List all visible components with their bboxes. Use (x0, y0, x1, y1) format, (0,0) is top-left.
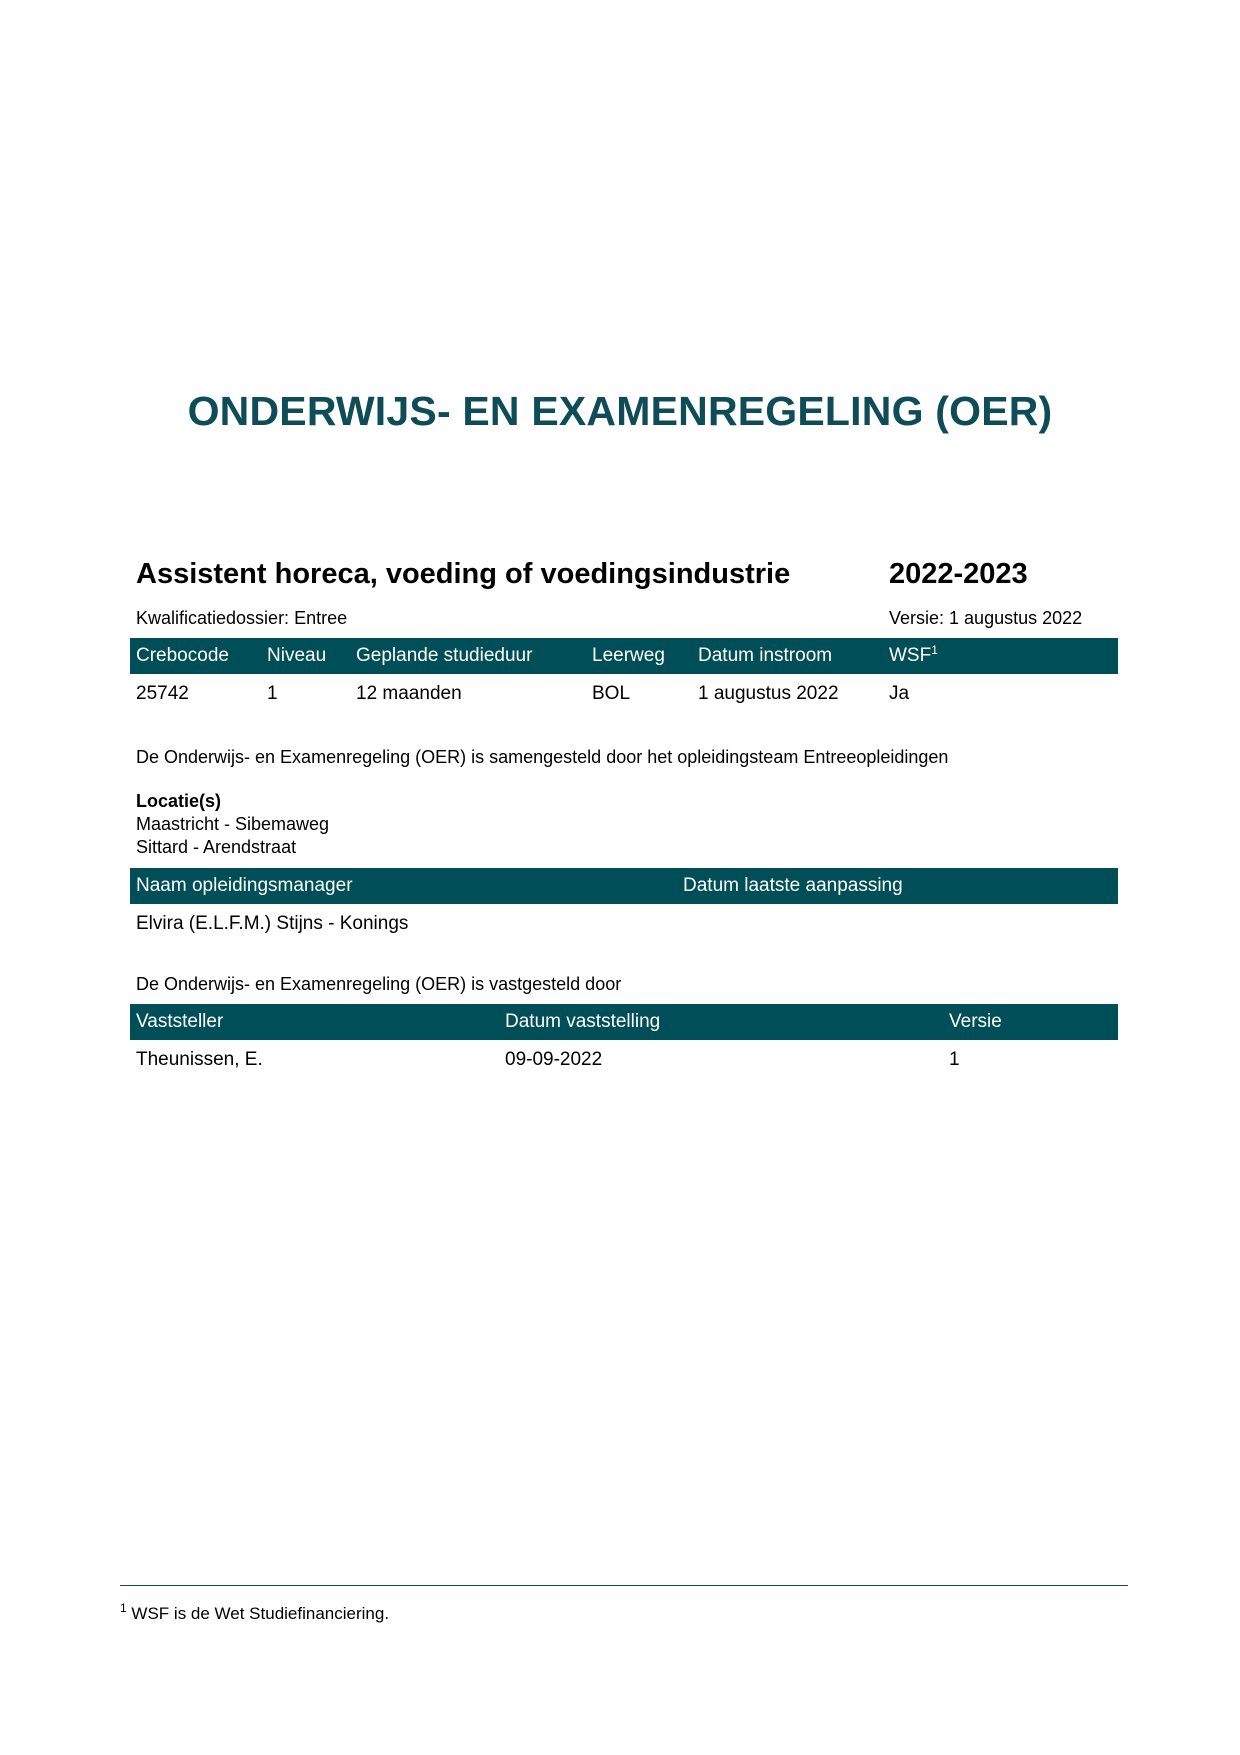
footnote-mark: 1 (120, 1601, 127, 1615)
locatie-item: Maastricht - Sibemaweg (136, 814, 330, 834)
header-versie: Versie (949, 1011, 1002, 1032)
header-niveau: Niveau (267, 645, 327, 666)
cell-niveau: 1 (267, 683, 278, 704)
kwalificatiedossier: Kwalificatiedossier: Entree (136, 608, 348, 628)
cell-leerweg: BOL (592, 683, 631, 704)
vaststelling-header (130, 1004, 1118, 1040)
header-studieduur: Geplande studieduur (356, 645, 533, 666)
course-info-header (130, 638, 1118, 674)
vastgesteld-text: De Onderwijs- en Examenregeling (OER) is vastgesteld door (136, 974, 622, 994)
manager-table (130, 868, 1118, 942)
header-leerweg: Leerweg (592, 645, 665, 666)
cell-crebocode: 25742 (136, 683, 189, 704)
cell-datum-vaststelling: 09-09-2022 (505, 1049, 603, 1070)
course-info-table (130, 638, 1118, 712)
school-year: 2022-2023 (889, 558, 1028, 590)
vaststelling-table (130, 1004, 1118, 1078)
header-datum-instroom: Datum instroom (698, 645, 833, 666)
cell-vaststeller: Theunissen, E. (136, 1049, 263, 1070)
header-crebocode: Crebocode (136, 645, 229, 666)
cell-opleidingsmanager: Elvira (E.L.F.M.) Stijns - Konings (136, 913, 409, 934)
footnote-text: WSF is de Wet Studiefinanciering. (131, 1604, 390, 1623)
table-row (130, 1040, 1118, 1078)
footnote-separator (120, 1585, 1128, 1586)
table-row (130, 674, 1118, 712)
cell-datum-instroom: 1 augustus 2022 (698, 683, 839, 704)
manager-header (130, 868, 1118, 904)
footnote-reference[interactable]: 1 (931, 643, 938, 657)
version-date: Versie: 1 augustus 2022 (889, 608, 1083, 628)
footnote (120, 1601, 390, 1624)
cell-wsf: Ja (889, 683, 910, 704)
header-opleidingsmanager: Naam opleidingsmanager (136, 875, 353, 896)
course-name: Assistent horeca, voeding of voedingsindustrie (136, 558, 791, 590)
samengesteld-text: De Onderwijs- en Examenregeling (OER) is samengesteld door het opleidingsteam Entreeopleidingen (136, 747, 949, 767)
table-row (130, 904, 1118, 942)
document-title: ONDERWIJS- EN EXAMENREGELING (OER) (187, 388, 1053, 434)
locatie-item: Sittard - Arendstraat (136, 837, 297, 857)
cell-versie: 1 (949, 1049, 960, 1070)
header-laatste-aanpassing: Datum laatste aanpassing (683, 875, 903, 896)
locaties-heading: Locatie(s) (136, 791, 222, 811)
header-datum-vaststelling: Datum vaststelling (505, 1011, 661, 1032)
header-wsf: WSF$^1$ (889, 643, 938, 666)
header-vaststeller: Vaststeller (136, 1011, 224, 1032)
cell-studieduur: 12 maanden (356, 683, 462, 704)
